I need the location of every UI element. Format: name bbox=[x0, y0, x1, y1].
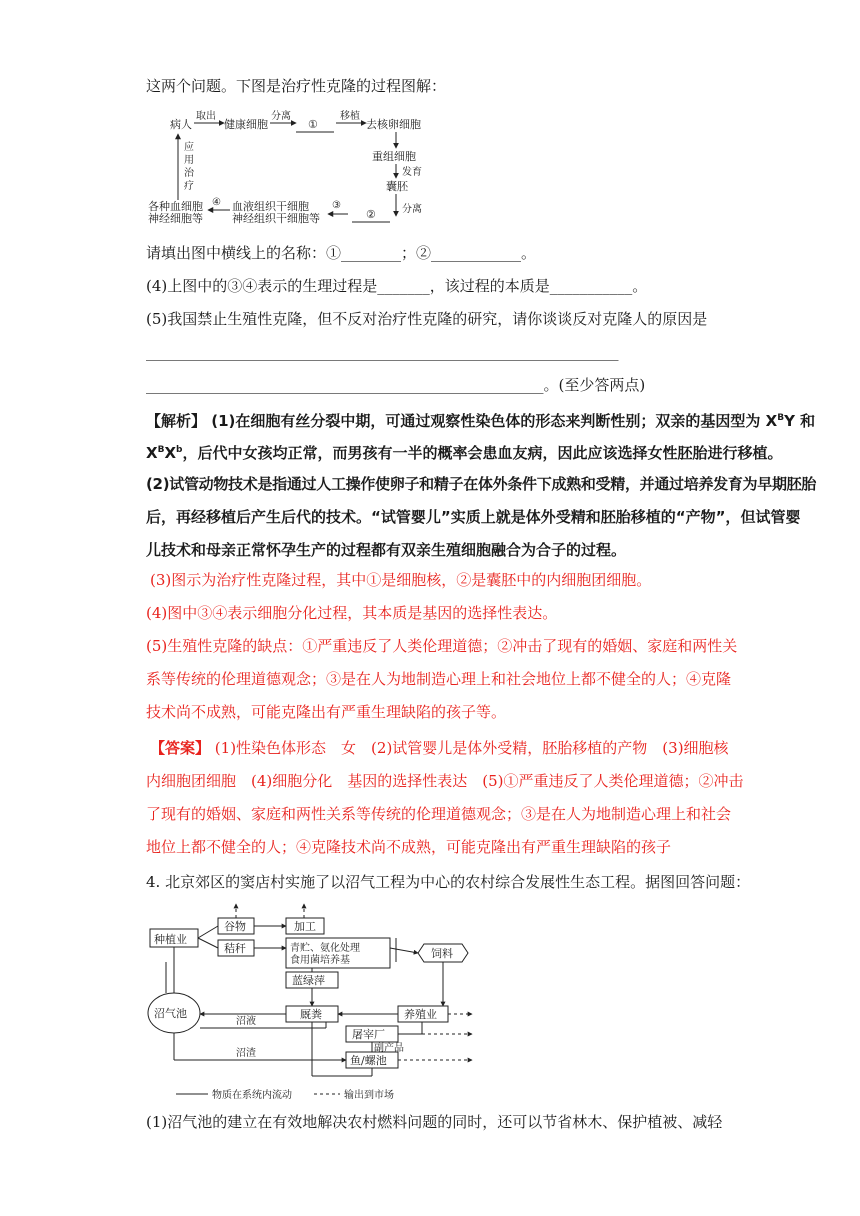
analysis-p3: (2)试管动物技术是指通过人工操作使卵子和精子在体外条件下成熟和受精，并通过培养发育为早期胚胎 bbox=[146, 475, 817, 493]
answer-tag: 【答案】 bbox=[150, 739, 211, 757]
stem-cells-line2: 神经组织干细胞等 bbox=[232, 212, 320, 225]
answer-l2: 内细胞团细胞 (4)细胞分化 基因的选择性表达 (5)①严重违反了人类伦理道德；②冲击 bbox=[146, 772, 744, 790]
biogas-diagram bbox=[146, 902, 476, 1102]
question-4: (4)上图中的③④表示的生理过程是_______，该过程的本质是___________。 bbox=[146, 277, 648, 295]
byproduct-label: 副产品 bbox=[374, 1043, 404, 1054]
analysis-p1-sup: B bbox=[777, 413, 785, 423]
processing-label: 加工 bbox=[294, 920, 316, 933]
biogas-slurry-label: 沼液 bbox=[236, 1016, 256, 1027]
enucleated-egg-label: 去核卵细胞 bbox=[366, 118, 421, 131]
livestock-label: 养殖业 bbox=[404, 1008, 437, 1021]
analysis-tag: 【解析】 bbox=[146, 412, 207, 430]
analysis-p6: (3)图示为治疗性克隆过程，其中①是细胞核，②是囊胚中的内细胞团细胞。 bbox=[150, 571, 652, 589]
answer-l3: 了现有的婚姻、家庭和两性关系等传统的伦理道德观念；③是在人为地制造心理上和社会 bbox=[146, 805, 732, 823]
legend-solid-label: 物质在系统内流动 bbox=[212, 1090, 292, 1101]
analysis-p9: 系等传统的伦理道德观念；③是在人为地制造心理上和社会地位上都不健全的人；④克隆 bbox=[146, 670, 732, 688]
blank1-label: ① bbox=[308, 118, 318, 131]
manure-label: 厩粪 bbox=[300, 1008, 322, 1021]
blastocyst-label: 囊胚 bbox=[386, 180, 408, 193]
planting-label: 种植业 bbox=[154, 933, 187, 946]
cloning-diagram bbox=[146, 106, 446, 230]
apply-char-1: 应 bbox=[184, 142, 194, 153]
healthy-cell-label: 健康细胞 bbox=[224, 118, 268, 131]
develop-label: 发育 bbox=[402, 167, 422, 178]
answer-line-1 bbox=[150, 738, 729, 758]
analysis-p5: 儿技术和母亲正常怀孕生产的过程都有双亲生殖细胞融合为合子的过程。 bbox=[146, 541, 627, 559]
biogas-residue-label: 沼渣 bbox=[236, 1048, 256, 1059]
feed-label: 饲料 bbox=[431, 947, 453, 960]
analysis-p10: 技术尚不成熟，可能克隆出有严重生理缺陷的孩子等。 bbox=[146, 703, 507, 721]
analysis-p2-a: X bbox=[146, 444, 158, 462]
analysis-p4: 后，再经移植后产生后代的技术。“试管婴儿”实质上就是体外受精和胚胎移植的“产物”，但试管婴 bbox=[146, 508, 801, 526]
answer-l1: (1)性染色体形态 女 (2)试管婴儿是体外受精，胚胎移植的产物 (3)细胞核 bbox=[214, 739, 729, 757]
biogas-label: 沼气池 bbox=[154, 1007, 187, 1020]
cells-line2: 神经细胞等 bbox=[148, 212, 203, 225]
separate-label: 分离 bbox=[271, 111, 291, 122]
recombinant-cell-label: 重组细胞 bbox=[372, 150, 416, 163]
separate2-label: 分离 bbox=[402, 204, 422, 215]
question-5-line1: _______________________________________________________________ bbox=[146, 343, 619, 361]
cells-line1: 各种血细胞 bbox=[148, 200, 203, 213]
answer-l4: 地位上都不健全的人；④克隆技术尚不成熟，可能克隆出有严重生理缺陷的孩子 bbox=[146, 838, 672, 856]
step4-label: ④ bbox=[212, 197, 221, 208]
question-5-line2: _____________________________________________________。(至少答两点) bbox=[146, 376, 646, 394]
analysis-p1: (1)在细胞有丝分裂中期，可通过观察性染色体的形态来判断性别；双亲的基因型为 X bbox=[211, 412, 778, 430]
question-fill: 请填出图中横线上的名称：①________；②____________。 bbox=[146, 244, 537, 262]
apply-char-3: 治 bbox=[184, 168, 194, 179]
question-last: (1)沼气池的建立在有效地解决农村燃料问题的同时，还可以节省林木、保护植被、减轻 bbox=[146, 1113, 723, 1131]
analysis-line-1 bbox=[146, 408, 815, 431]
analysis-p2-b: X bbox=[164, 444, 177, 462]
patient-label: 病人 bbox=[170, 118, 192, 131]
take-out-label: 取出 bbox=[196, 111, 216, 122]
analysis-line-2 bbox=[146, 440, 783, 463]
analysis-p2-c: ，后代中女孩均正常，而男孩有一半的概率会患血友病，因此应该选择女性胚胎进行移植。 bbox=[182, 444, 783, 462]
analysis-p7: (4)图中③④表示细胞分化过程，其本质是基因的选择性表达。 bbox=[146, 604, 558, 622]
question-5: (5)我国禁止生殖性克隆，但不反对治疗性克隆的研究，请你谈谈反对克隆人的原因是 bbox=[146, 310, 708, 328]
question-next: 4. 北京郊区的窦店村实施了以沼气工程为中心的农村综合发展性生态工程。据图回答问题： bbox=[146, 873, 751, 891]
silage-line1: 青贮、氨化处理 bbox=[290, 943, 360, 954]
straw-label: 秸秆 bbox=[224, 942, 246, 955]
legend-dashed-label: 输出到市场 bbox=[344, 1090, 394, 1101]
transplant-label: 移植 bbox=[340, 111, 360, 122]
analysis-p8: (5)生殖性克隆的缺点：①严重违反了人类伦理道德；②冲击了现有的婚姻、家庭和两性关 bbox=[146, 637, 738, 655]
intro-text: 这两个问题。下图是治疗性克隆的过程图解： bbox=[146, 77, 447, 95]
analysis-p2-sup2: b bbox=[176, 445, 183, 455]
stem-cells-line1: 血液组织干细胞 bbox=[232, 200, 309, 213]
apply-char-4: 疗 bbox=[184, 181, 194, 192]
grain-label: 谷物 bbox=[224, 920, 246, 933]
slaughter-label: 屠宰厂 bbox=[352, 1028, 385, 1041]
analysis-p1-end: Y 和 bbox=[784, 412, 816, 430]
step3-label: ③ bbox=[332, 200, 341, 211]
azolla-label: 蓝绿萍 bbox=[292, 974, 325, 987]
silage-line2: 食用菌培养基 bbox=[290, 955, 350, 966]
fish-snail-label: 鱼/螺池 bbox=[350, 1054, 387, 1067]
blank2-label: ② bbox=[366, 208, 376, 221]
analysis-p2-sup1: B bbox=[157, 445, 165, 455]
apply-char-2: 用 bbox=[184, 155, 194, 166]
